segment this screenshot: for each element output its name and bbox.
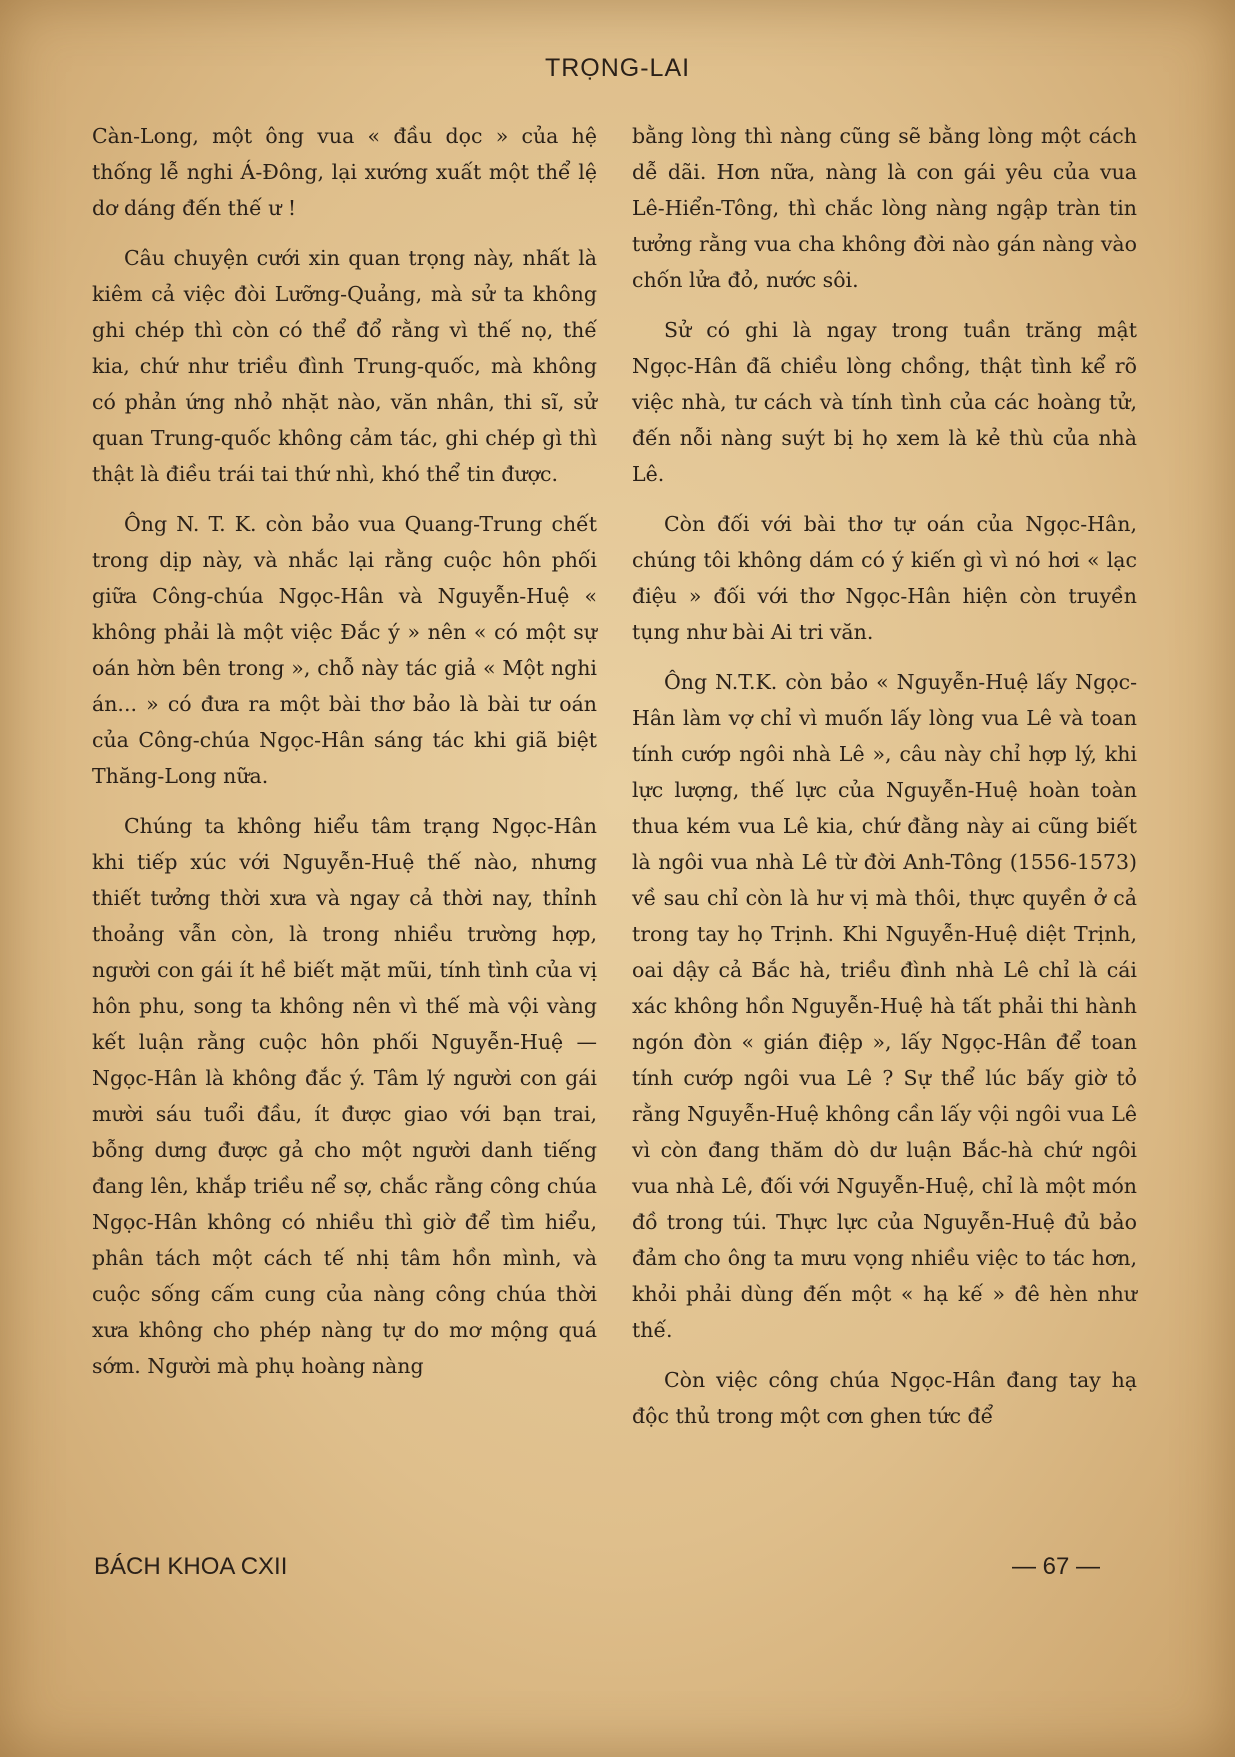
publication-footer: BÁCH KHOA CXII	[94, 1553, 288, 1580]
running-header: TRỌNG-LAI	[544, 54, 691, 82]
paragraph: Ông N.T.K. còn bảo « Nguyễn-Huệ lấy Ngọc-Hân làm vợ chỉ vì muốn lấy lòng vua Lê và toan tính cướp ngôi nhà Lê », câu này chỉ hợp lý, khi lực lượng, thế lực của Nguyễn-Huệ hoàn toàn thua kém vua Lê kia, chứ đằng này ai cũng biết là ngôi vua nhà Lê từ đời Anh-Tông (1556-1573) về sau chỉ còn là hư vị mà thôi, thực quyền ở cả trong tay họ Trịnh. Khi Nguyễn-Huệ diệt Trịnh, oai dậy cả Bắc hà, triều đình nhà Lê chỉ là cái xác không hồn Nguyễn-Huệ hà tất phải thi hành ngón đòn « gián điệp », lấy Ngọc-Hân để toan tính cướp ngôi vua Lê ? Sự thể lúc bấy giờ tỏ rằng Nguyễn-Huệ không cần lấy vội ngôi vua Lê vì còn đang thăm dò dư luận Bắc-hà chứ ngôi vua nhà Lê, đối với Nguyễn-Huệ, chỉ là một món đồ trong túi. Thực lực của Nguyễn-Huệ đủ bảo đảm cho ông ta mưu vọng nhiều việc to tác hơn, khỏi phải dùng đến một « hạ kế » đê hèn như thế.	[632, 670, 1137, 1342]
page-number: — 67 —	[1012, 1553, 1101, 1580]
paragraph: Càn-Long, một ông vua « đầu dọc » của hệ thống lễ nghi Á-Đông, lại xướng xuất một thể lệ dơ dáng đến thế ư !	[92, 124, 597, 220]
left-column	[92, 118, 597, 1398]
paragraph: Còn việc công chúa Ngọc-Hân đang tay hạ độc thủ trong một cơn ghen tức để	[632, 1368, 1137, 1428]
paragraph: bằng lòng thì nàng cũng sẽ bằng lòng một cách dễ dãi. Hơn nữa, nàng là con gái yêu của vua Lê-Hiển-Tông, thì chắc lòng nàng ngập tràn tin tưởng rằng vua cha không đời nào gán nàng vào chốn lửa đỏ, nước sôi.	[632, 124, 1137, 292]
paragraph: Sử có ghi là ngay trong tuần trăng mật Ngọc-Hân đã chiều lòng chồng, thật tình kể rõ việc nhà, tư cách và tính tình của các hoàng tử, đến nỗi nàng suýt bị họ xem là kẻ thù của nhà Lê.	[632, 318, 1137, 486]
paragraph: Ông N. T. K. còn bảo vua Quang-Trung chết trong dịp này, và nhắc lại rằng cuộc hôn phối giữa Công-chúa Ngọc-Hân và Nguyễn-Huệ « không phải là một việc Đắc ý » nên « có một sự oán hờn bên trong », chỗ này tác giả « Một nghi án... » có đưa ra một bài thơ bảo là bài tư oán của Công-chúa Ngọc-Hân sáng tác khi giã biệt Thăng-Long nữa.	[92, 512, 597, 788]
paragraph: Câu chuyện cưới xin quan trọng này, nhất là kiêm cả việc đòi Lưỡng-Quảng, mà sử ta không ghi chép thì còn có thể đổ rằng vì thế nọ, thế kia, chứ như triều đình Trung-quốc, mà không có phản ứng nhỏ nhặt nào, văn nhân, thi sĩ, sử quan Trung-quốc không cảm tác, ghi chép gì thì thật là điều trái tai thứ nhì, khó thể tin được.	[92, 246, 597, 486]
right-column	[632, 118, 1137, 1448]
paragraph: Còn đối với bài thơ tự oán của Ngọc-Hân, chúng tôi không dám có ý kiến gì vì nó hơi « lạc điệu » đối với thơ Ngọc-Hân hiện còn truyền tụng như bài Ai tri văn.	[632, 512, 1137, 644]
paragraph: Chúng ta không hiểu tâm trạng Ngọc-Hân khi tiếp xúc với Nguyễn-Huệ thế nào, nhưng thiết tưởng thời xưa và ngay cả thời nay, thỉnh thoảng vẫn còn, là trong nhiều trường hợp, người con gái ít hề biết mặt mũi, tính tình của vị hôn phu, song ta không nên vì thế mà vội vàng kết luận rằng cuộc hôn phối Nguyễn-Huệ — Ngọc-Hân là không đắc ý. Tâm lý người con gái mười sáu tuổi đầu, ít được giao với bạn trai, bỗng dưng được gả cho một người danh tiếng đang lên, khắp triều nể sợ, chắc rằng công chúa Ngọc-Hân không có nhiều thì giờ để tìm hiểu, phân tách một cách tế nhị tâm hồn mình, và cuộc sống cấm cung của nàng công chúa thời xưa không cho phép nàng tự do mơ mộng quá sớm. Người mà phụ hoàng nàng	[92, 814, 597, 1378]
